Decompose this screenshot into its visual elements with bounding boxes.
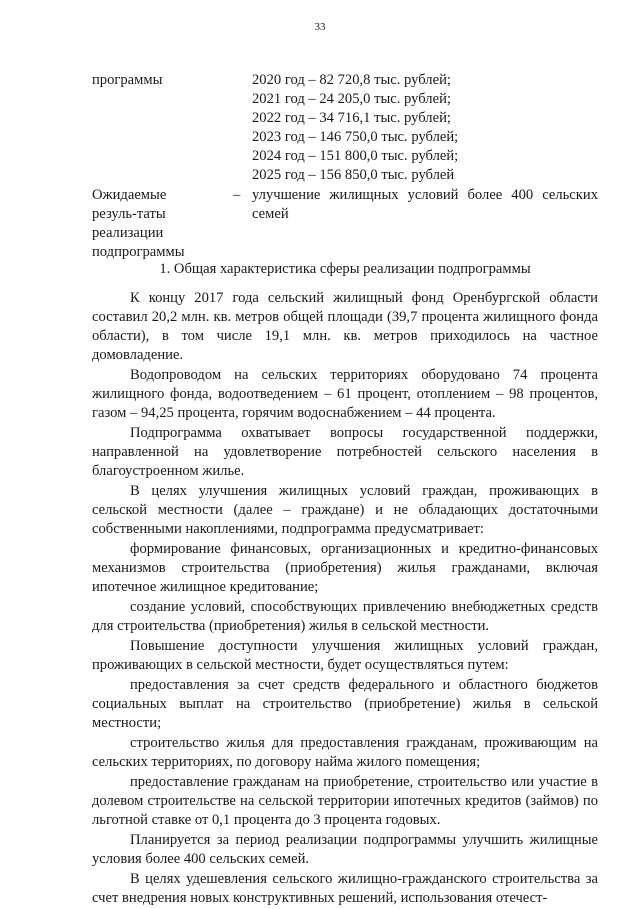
finance-line-2020: 2020 год – 82 720,8 тыс. рублей;: [252, 72, 451, 88]
paragraph: К концу 2017 года сельский жилищный фонд Оренбургской области составил 20,2 млн. кв. метров общей площади (39,7 процента жилищного фонда области), в том числе 19,1 млн. кв. метров приходилось на частное домовладение.: [92, 290, 598, 363]
passport-results-value: улучшение жилищных условий более 400 сельских семей: [252, 187, 598, 222]
paragraph: предоставления за счет средств федерального и областного бюджетов социальных выплат на строительство (приобретение) жилья в сельской местности;: [92, 677, 598, 731]
passport-finance-row: [92, 71, 598, 185]
passport-results-label: Ожидаемые резуль-таты реализации подпрограммы: [92, 187, 185, 260]
paragraph: создание условий, способствующих привлечению внебюджетных средств для строительства (приобретения) жилья в сельской местности.: [92, 599, 598, 634]
passport-results-dash: –: [233, 187, 241, 203]
finance-line-2025: 2025 год – 156 850,0 тыс. рублей: [252, 167, 455, 183]
paragraph: Подпрограмма охватывает вопросы государственной поддержки, направленной на удовлетворение потребностей сельского населения в благоустроенном жилье.: [92, 425, 598, 479]
finance-line-2022: 2022 год – 34 716,1 тыс. рублей;: [252, 110, 451, 126]
finance-line-2024: 2024 год – 151 800,0 тыс. рублей;: [252, 148, 459, 164]
paragraph: строительство жилья для предоставления гражданам, проживающим на сельских территориях, по договору найма жилого помещения;: [92, 735, 598, 770]
paragraph: предоставление гражданам на приобретение, строительство или участие в долевом строительстве на сельской территории ипотечных кредитов (займов) по льготной ставке от 0,1 процента до 3 процента годовых.: [92, 774, 598, 828]
passport-finance-values: [252, 71, 598, 185]
paragraph: В целях улучшения жилищных условий граждан, проживающих в сельской местности (далее – граждане) и не обладающих достаточными собственными накоплениями, подпрограмма предусматривает:: [92, 483, 598, 537]
passport-finance-label: программы: [92, 72, 163, 88]
paragraph: Повышение доступности улучшения жилищных условий граждан, проживающих в сельской местности, будет осуществляться путем:: [92, 638, 598, 673]
paragraph: формирование финансовых, организационных и кредитно-финансовых механизмов строительства (приобретения) жилья гражданами, включая ипотечное жилищное кредитование;: [92, 541, 598, 595]
page-number: 33: [314, 21, 326, 33]
paragraph: Планируется за период реализации подпрограммы улучшить жилищные условия более 400 сельских семей.: [92, 832, 598, 867]
section-heading: 1. Общая характеристика сферы реализации подпрограммы: [159, 261, 531, 277]
body-text: [92, 289, 598, 909]
passport-results-row: [92, 186, 598, 260]
finance-line-2023: 2023 год – 146 750,0 тыс. рублей;: [252, 129, 459, 145]
paragraph: В целях удешевления сельского жилищно-гражданского строительства за счет внедрения новых конструктивных решений, использования отечест-: [92, 871, 598, 906]
finance-line-2021: 2021 год – 24 205,0 тыс. рублей;: [252, 91, 451, 107]
paragraph: Водопроводом на сельских территориях оборудовано 74 процента жилищного фонда, водоотведением – 61 процент, отоплением – 98 процентов, газом – 94,25 процента, горячим водоснабжением – 44 процента.: [92, 367, 598, 421]
